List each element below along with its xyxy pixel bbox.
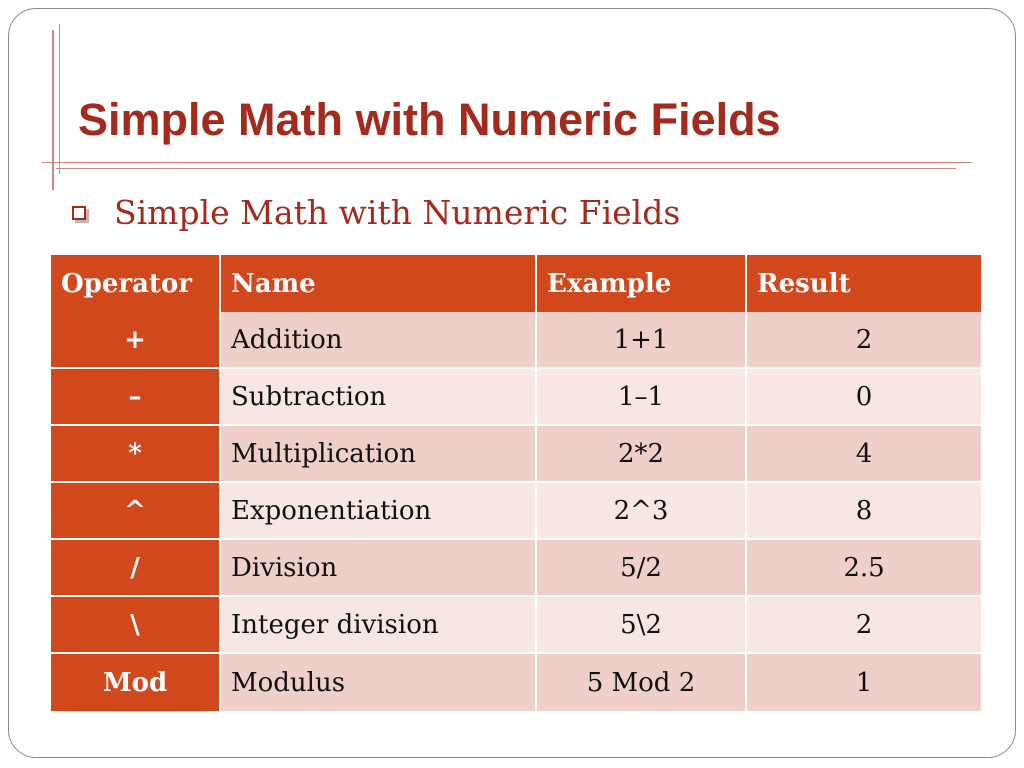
name-cell: Modulus [221,654,537,711]
result-cell: 2 [747,312,981,369]
table-row [51,312,981,369]
table-row [51,654,981,711]
table-row [51,369,981,426]
table-row [51,426,981,483]
operator-cell: * [51,426,221,483]
name-cell: Addition [221,312,537,369]
slide-title: Simple Math with Numeric Fields [78,94,781,145]
table-row [51,597,981,654]
decor-vertical-line [52,30,54,190]
name-cell: Division [221,540,537,597]
example-cell: 2*2 [537,426,747,483]
example-cell: 1+1 [537,312,747,369]
name-cell: Subtraction [221,369,537,426]
header-result: Result [747,255,981,312]
table-header-row [51,255,981,312]
name-cell: Multiplication [221,426,537,483]
decor-vertical-line-thin [59,24,60,174]
result-cell: 0 [747,369,981,426]
example-cell: 1–1 [537,369,747,426]
header-name: Name [221,255,537,312]
operator-cell: + [51,312,221,369]
operator-cell: – [51,369,221,426]
decor-horizontal-line-thin [56,168,956,169]
table-row [51,483,981,540]
result-cell: 1 [747,654,981,711]
decor-horizontal-line [42,162,972,163]
header-example: Example [537,255,747,312]
checkbox-bullet-icon [72,206,86,220]
header-operator: Operator [51,255,221,312]
operator-cell: ^ [51,483,221,540]
example-cell: 5\2 [537,597,747,654]
operators-table [51,255,981,711]
operator-cell: \ [51,597,221,654]
result-cell: 8 [747,483,981,540]
table-row [51,540,981,597]
result-cell: 2 [747,597,981,654]
name-cell: Exponentiation [221,483,537,540]
example-cell: 5/2 [537,540,747,597]
operator-cell: Mod [51,654,221,711]
bullet-text: Simple Math with Numeric Fields [114,192,681,232]
bullet-item [72,188,680,236]
example-cell: 5 Mod 2 [537,654,747,711]
result-cell: 4 [747,426,981,483]
name-cell: Integer division [221,597,537,654]
result-cell: 2.5 [747,540,981,597]
operator-cell: / [51,540,221,597]
example-cell: 2^3 [537,483,747,540]
